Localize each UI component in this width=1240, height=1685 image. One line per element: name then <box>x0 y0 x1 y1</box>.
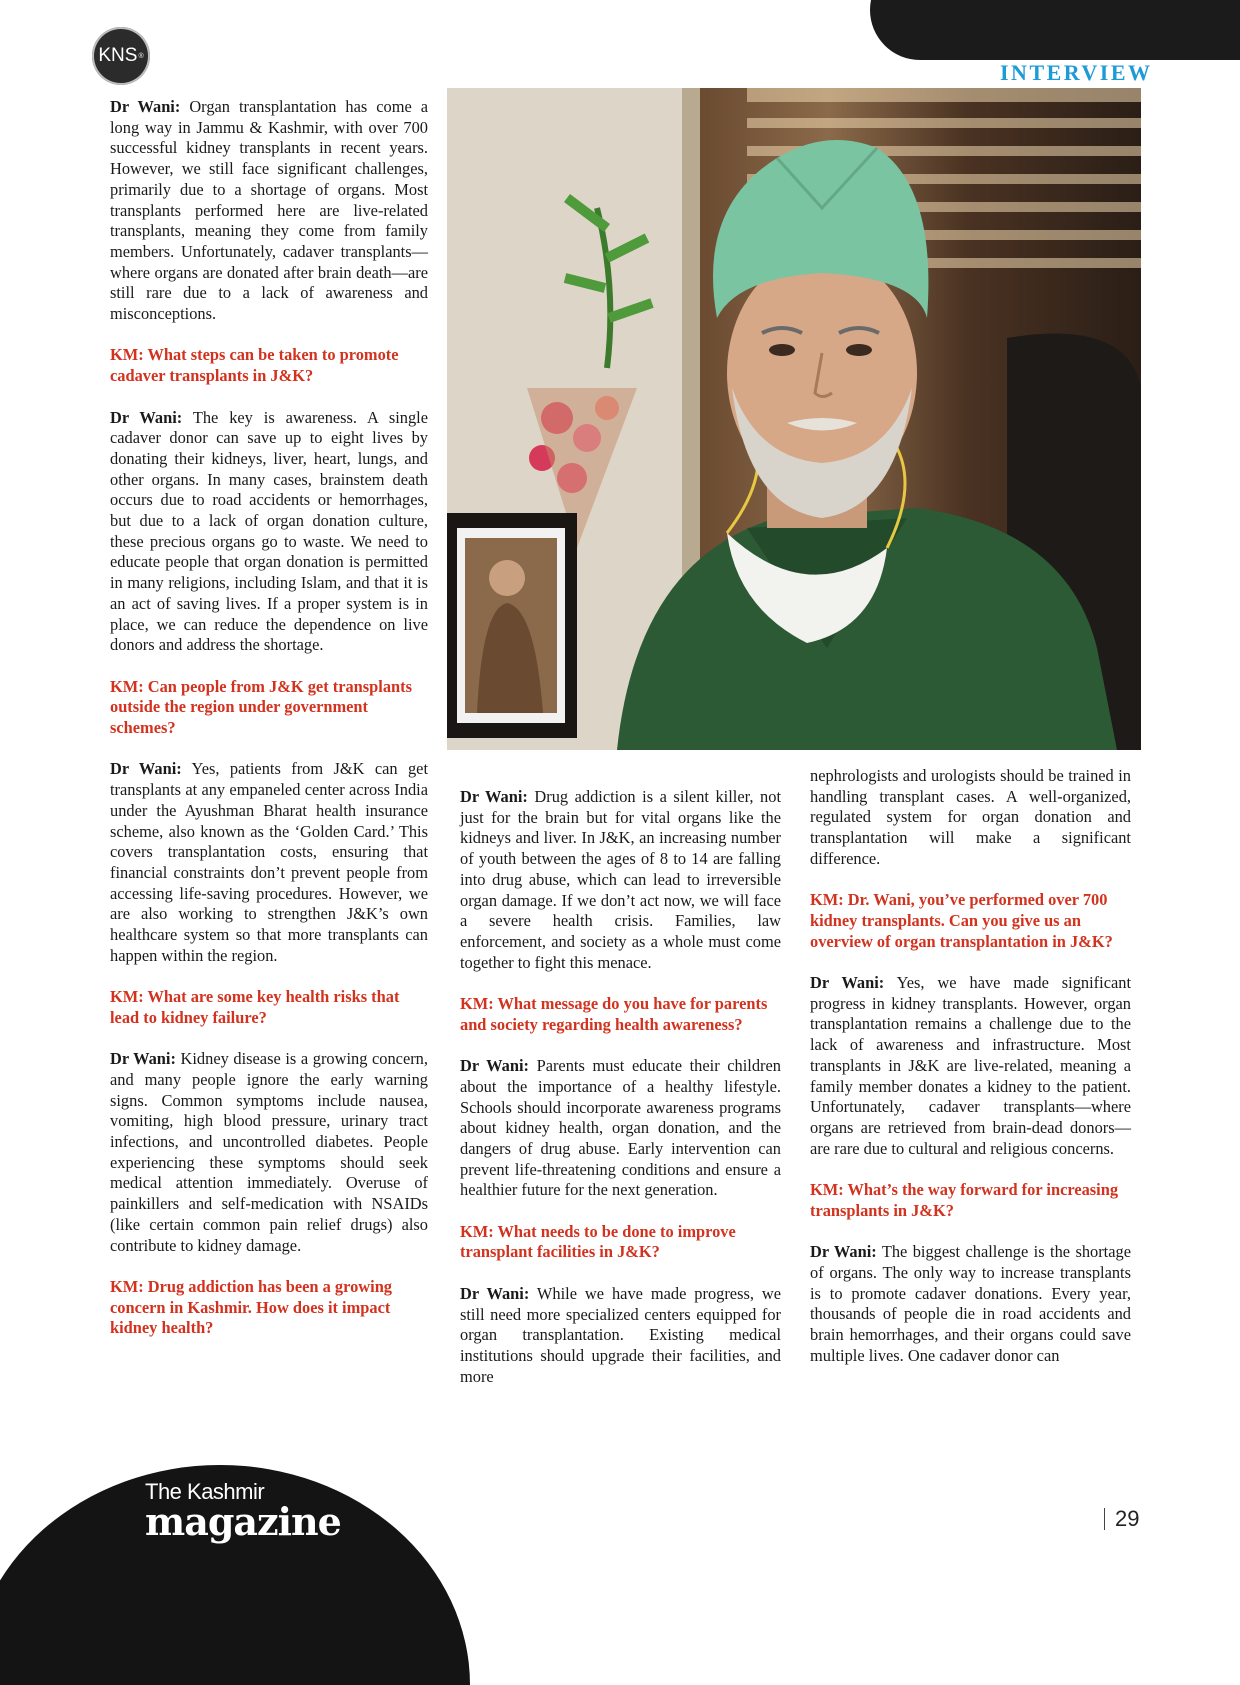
interview-question: KM: What steps can be taken to promote cadaver transplants in J&K? <box>110 345 399 386</box>
answer-text: Organ transplantation has come a long way in Jammu & Kashmir, with over 700 successful kidney transplants in recent years. However, we still face significant challenges, primarily due to a shortage of organs. Most transplants performed here are live-related transplants, meaning they come from family members. Unfortunately, cadaver transplants—where organs are donated after brain death—are still rare due to a lack of awareness and misconceptions. <box>110 97 428 324</box>
magazine-logo <box>145 1479 341 1544</box>
interview-answer <box>460 787 781 973</box>
interview-answer <box>460 1284 781 1388</box>
answer-text: Drug addiction is a silent killer, not just for the brain but for vital organs like the kidneys and liver. In J&K, an increasing number of youth between the ages of 8 to 14 are falling into drug abuse, which can lead to irreversible organ damage. If we don’t act now, we will face a severe health crisis. Families, law enforcement, and society as a whole must come together to fight this menace. <box>460 787 781 972</box>
speaker-label: Dr Wani: <box>110 97 181 116</box>
interview-answer <box>810 973 1131 1159</box>
article-column-3 <box>810 766 1131 1366</box>
interview-answer <box>460 1056 781 1201</box>
interview-answer <box>110 759 428 966</box>
magazine-logo-big: magazine <box>145 1499 341 1544</box>
speaker-label: Dr Wani: <box>110 407 183 427</box>
interview-question: KM: What’s the way forward for increasing transplants in J&K? <box>810 1180 1119 1220</box>
interview-photo <box>447 88 1141 750</box>
interview-question: KM: Drug addiction has been a growing concern in Kashmir. How does it impact kidney health? <box>110 1276 393 1338</box>
section-label: INTERVIEW <box>1000 60 1153 85</box>
answer-text: Parents must educate their children about the importance of a healthy lifestyle. Schools should incorporate awareness programs about kidney health, organ donation, and the dangers of drug abuse. Early intervention can prevent life-threatening conditions and ensure a healthier future for the next generation. <box>460 1056 781 1200</box>
header-corner-tab <box>870 0 1240 60</box>
speaker-label: Dr Wani: <box>810 973 885 992</box>
surgeon-portrait-illustration <box>447 88 1141 750</box>
answer-text: Yes, we have made significant progress in kidney transplants. However, organ transplantation remains a challenge due to the lack of awareness and infrastructure. Most transplants in J&K are live-related, meaning a family member donates a kidney to the patient. Unfortunately, cadaver transplants—where organs are retrieved from brain-dead donors—are rare due to cultural and religious concerns. <box>810 973 1131 1158</box>
interview-question: KM: What needs to be done to improve transplant facilities in J&K? <box>460 1221 736 1262</box>
magazine-logo-small: The Kashmir <box>145 1479 265 1504</box>
answer-text: While we have made progress, we still need more specialized centers equipped for organ transplantation. Existing medical institutions should upgrade their facilities, and more <box>460 1283 781 1386</box>
interview-answer <box>810 1242 1131 1366</box>
kns-logo-text: KNS <box>98 45 138 66</box>
interview-answer <box>110 97 428 325</box>
interview-answer <box>810 766 1131 870</box>
interview-question: KM: What message do you have for parents and society regarding health awareness? <box>460 994 768 1034</box>
speaker-label: Dr Wani: <box>810 1242 877 1262</box>
speaker-label: Dr Wani: <box>460 1283 530 1303</box>
answer-text: The biggest challenge is the shortage of organs. The only way to increase transplants is to promote cadaver donations. Every year, thousands of people die in road accidents and brain hemorrhages, and their organs could save multiple lives. One cadaver donor can <box>810 1242 1131 1365</box>
answer-text: nephrologists and urologists should be trained in handling transplant cases. A well-organized, regulated system for organ donation and transplantation will make a significant difference. <box>810 766 1131 868</box>
article-column-2 <box>460 787 781 1387</box>
interview-question: KM: What are some key health risks that lead to kidney failure? <box>110 987 400 1027</box>
article-column-1 <box>110 97 428 1339</box>
interview-answer <box>110 408 428 656</box>
speaker-label: Dr Wani: <box>460 787 528 806</box>
speaker-label: Dr Wani: <box>110 759 182 779</box>
answer-text: Kidney disease is a growing concern, and many people ignore the early warning signs. Common symptoms include nausea, vomiting, high blood pressure, urinary tract infections, and uncontrolled diabetes. People experiencing these symptoms should seek medical attention immediately. Overuse of painkillers and self-medication with NSAIDs (like certain common pain relief drugs) also contribute to kidney damage. <box>110 1049 428 1255</box>
page-number: 29 <box>1104 1508 1139 1530</box>
interview-answer <box>110 1049 428 1256</box>
answer-text: Yes, patients from J&K can get transplants at any empaneled center across India under the Ayushman Bharat health insurance scheme, also known as the ‘Golden Card.’ This covers transplantation costs, ensuring that financial constraints don’t prevent people from accessing life-saving procedures. However, we are also working to strengthen J&K’s own healthcare system so that more transplants can happen within the region. <box>110 759 429 965</box>
speaker-label: Dr Wani: <box>460 1056 529 1076</box>
speaker-label: Dr Wani: <box>110 1049 176 1069</box>
interview-question: KM: Dr. Wani, you’ve performed over 700 kidney transplants. Can you give us an overview of organ transplantation in J&K? <box>810 890 1113 951</box>
answer-text: The key is awareness. A single cadaver donor can save up to eight lives by donating their kidneys, liver, heart, lungs, and other organs. In many cases, brainstem death occurs due to road accidents or hemorrhages, but due to a lack of organ donation culture, these precious organs go to waste. We need to educate people that organ donation is permitted in many religions, including Islam, and that it is an act of saving lives. If a proper system is in place, we can reduce the dependence on live donors and address the shortage. <box>110 407 428 655</box>
interview-question: KM: Can people from J&K get transplants outside the region under government schemes? <box>110 676 412 738</box>
kns-logo: KNS ® <box>92 27 150 85</box>
